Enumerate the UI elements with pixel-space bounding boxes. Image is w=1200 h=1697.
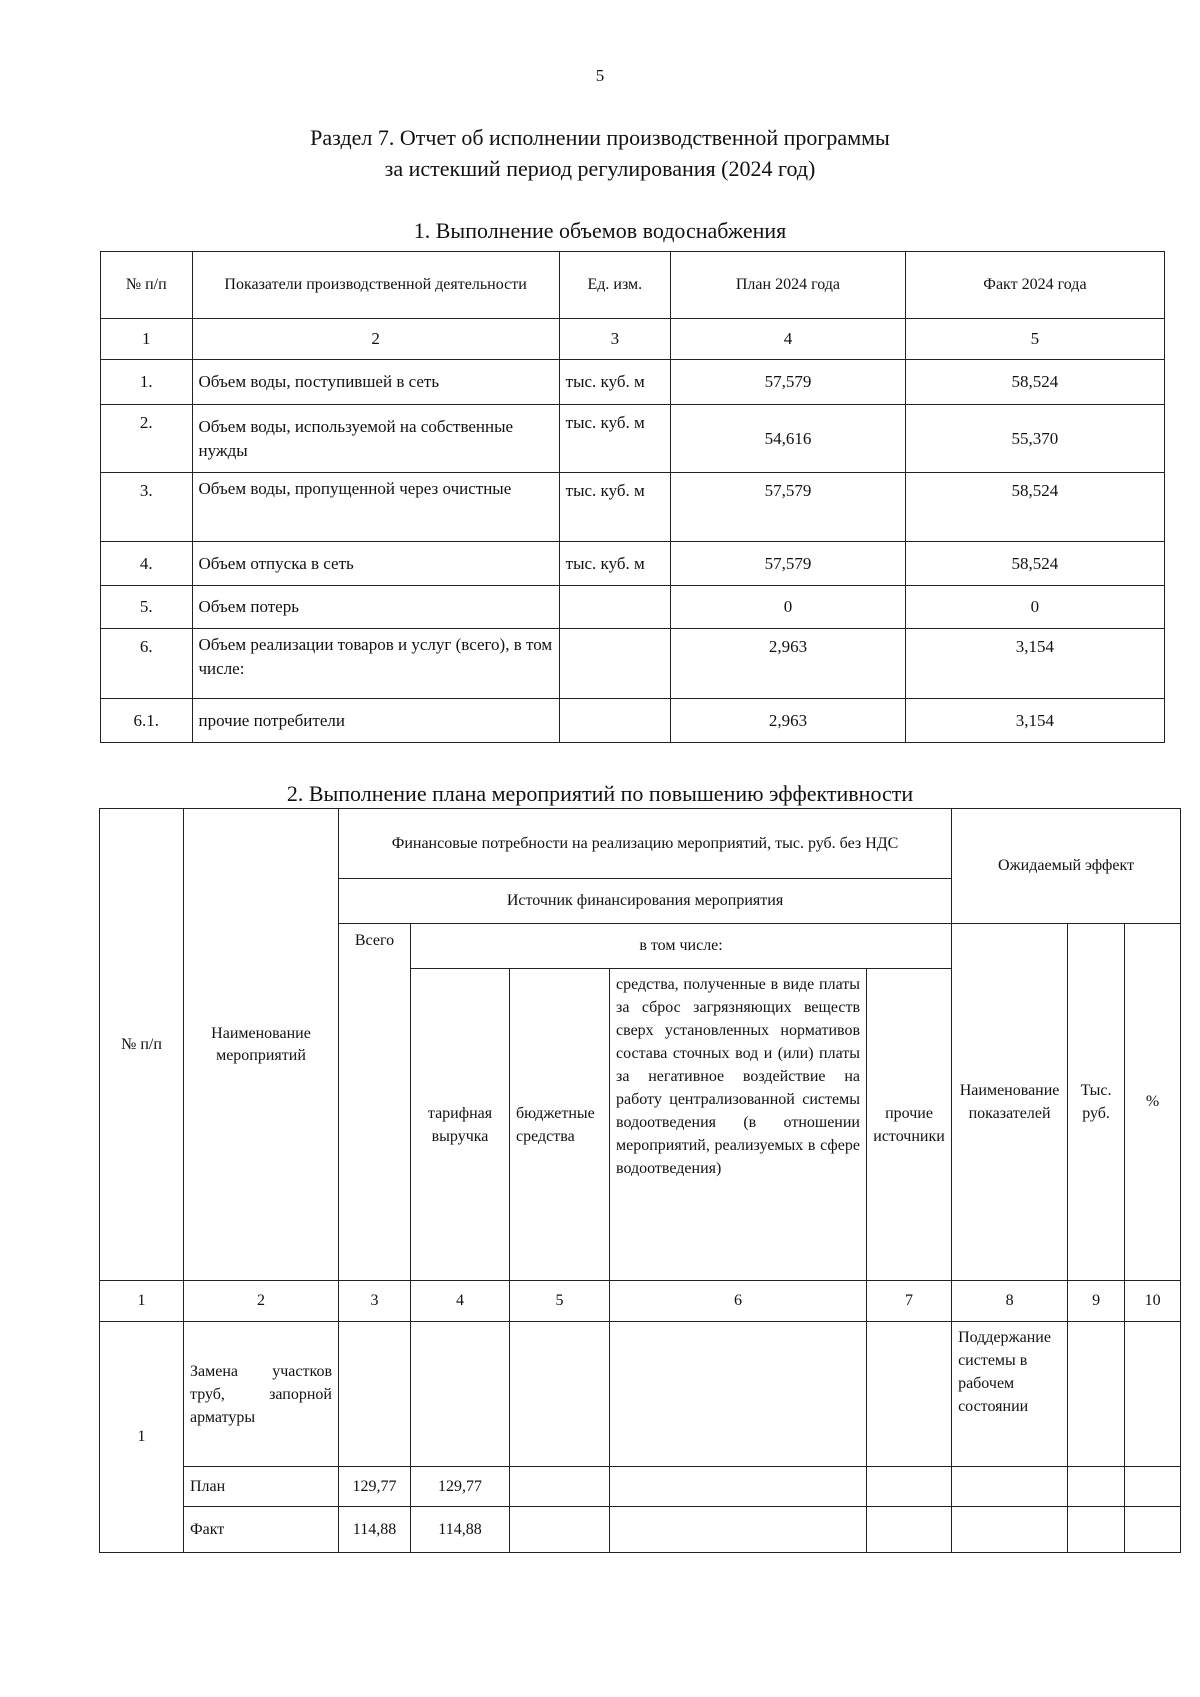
col-number: 2	[192, 319, 559, 360]
table-row	[101, 699, 1165, 743]
col-number: 10	[1125, 1281, 1181, 1322]
fact-label: Факт	[184, 1507, 339, 1553]
row-plan: 2,963	[671, 629, 906, 699]
table-row	[101, 473, 1165, 542]
table-row	[101, 629, 1165, 699]
header-percent: %	[1125, 924, 1181, 1281]
header-thousand-rub: Тыс. руб.	[1068, 924, 1125, 1281]
section-title-line2: за истекший период регулирования (2024 год)	[384, 156, 816, 181]
header-indicator-name: Наименование показателей	[952, 924, 1068, 1281]
fact-total: 114,88	[339, 1507, 411, 1553]
header-including: в том числе:	[411, 924, 952, 969]
col-number: 8	[952, 1281, 1068, 1322]
header-plan: План 2024 года	[671, 252, 906, 319]
row-num: 1.	[101, 360, 193, 405]
col-number: 1	[100, 1281, 184, 1322]
water-supply-table	[100, 251, 1165, 743]
page-number: 5	[595, 66, 605, 85]
row-plan: 57,579	[671, 473, 906, 542]
table1-title: 1. Выполнение объемов водоснабжения	[413, 218, 787, 243]
row-fact: 58,524	[905, 360, 1164, 405]
row-name: Объем воды, используемой на собственные нужды	[192, 405, 559, 473]
row-unit: тыс. куб. м	[559, 360, 670, 405]
expected-effect: Поддержание системы в рабочем состоянии	[952, 1322, 1068, 1467]
measure-num: 1	[100, 1322, 184, 1553]
plan-label: План	[184, 1467, 339, 1507]
col-number: 2	[184, 1281, 339, 1322]
table-row	[101, 586, 1165, 629]
row-plan: 57,579	[671, 360, 906, 405]
header-budget-funds: бюджетные средства	[510, 969, 610, 1281]
row-unit: тыс. куб. м	[559, 405, 670, 473]
row-unit: тыс. куб. м	[559, 473, 670, 542]
plan-tariff: 129,77	[411, 1467, 510, 1507]
row-name: прочие потребители	[192, 699, 559, 743]
row-fact: 3,154	[905, 629, 1164, 699]
row-unit	[559, 586, 670, 629]
table2-number-row	[100, 1281, 1181, 1322]
row-fact: 0	[905, 586, 1164, 629]
header-funding-source: Источник финансирования мероприятия	[339, 879, 952, 924]
header-unit: Ед. изм.	[559, 252, 670, 319]
col-number: 9	[1068, 1281, 1125, 1322]
table-row	[100, 1467, 1181, 1507]
col-number: 7	[867, 1281, 952, 1322]
row-unit: тыс. куб. м	[559, 542, 670, 586]
row-name: Объем реализации товаров и услуг (всего), в том числе:	[192, 629, 559, 699]
row-plan: 54,616	[671, 405, 906, 473]
row-num: 3.	[101, 473, 193, 542]
row-fact: 3,154	[905, 699, 1164, 743]
measure-name: Замена участков труб, запорной арматуры	[184, 1322, 339, 1467]
row-fact: 55,370	[905, 405, 1164, 473]
header-total: Всего	[339, 924, 411, 1281]
row-num: 5.	[101, 586, 193, 629]
row-name: Объем воды, пропущенной через очистные	[192, 473, 559, 542]
row-num: 4.	[101, 542, 193, 586]
table-row	[101, 360, 1165, 405]
col-number: 1	[101, 319, 193, 360]
table-row	[100, 1507, 1181, 1553]
plan-total: 129,77	[339, 1467, 411, 1507]
table1-number-row	[101, 319, 1165, 360]
col-number: 3	[559, 319, 670, 360]
row-fact: 58,524	[905, 473, 1164, 542]
col-number: 5	[905, 319, 1164, 360]
col-number: 4	[671, 319, 906, 360]
row-plan: 2,963	[671, 699, 906, 743]
header-pollution-fees: средства, полученные в виде платы за сброс загрязняющих веществ сверх установленных нормативов состава сточных вод и (или) платы за негативное воздействие на работу централизованной системы водоотведения (в отношении мероприятий, реализуемых в сфере водоотведения)	[610, 969, 867, 1281]
row-name: Объем воды, поступившей в сеть	[192, 360, 559, 405]
fact-tariff: 114,88	[411, 1507, 510, 1553]
table-row	[101, 405, 1165, 473]
header-measure-name: Наименование мероприятий	[184, 809, 339, 1281]
header-expected-effect: Ожидаемый эффект	[952, 809, 1181, 924]
header-indicator: Показатели производственной деятельности	[192, 252, 559, 319]
header-fact: Факт 2024 года	[905, 252, 1164, 319]
header-num: № п/п	[101, 252, 193, 319]
row-num: 2.	[101, 405, 193, 473]
section-title	[0, 122, 1200, 184]
col-number: 3	[339, 1281, 411, 1322]
row-num: 6.1.	[101, 699, 193, 743]
row-unit	[559, 629, 670, 699]
row-name: Объем отпуска в сеть	[192, 542, 559, 586]
row-unit	[559, 699, 670, 743]
col-number: 4	[411, 1281, 510, 1322]
row-plan: 0	[671, 586, 906, 629]
header-financial-needs: Финансовые потребности на реализацию мероприятий, тыс. руб. без НДС	[339, 809, 952, 879]
header-tariff-revenue: тарифная выручка	[411, 969, 510, 1281]
table2-title: 2. Выполнение плана мероприятий по повышению эффективности	[286, 781, 914, 806]
header-other-sources: прочие источники	[867, 969, 952, 1281]
row-plan: 57,579	[671, 542, 906, 586]
row-num: 6.	[101, 629, 193, 699]
section-title-line1: Раздел 7. Отчет об исполнении производственной программы	[310, 125, 890, 150]
header-num: № п/п	[100, 809, 184, 1281]
col-number: 6	[610, 1281, 867, 1322]
table1-header-row	[101, 252, 1165, 319]
row-name: Объем потерь	[192, 586, 559, 629]
table2-header-row-1	[100, 809, 1181, 879]
efficiency-plan-table	[99, 808, 1181, 1553]
row-fact: 58,524	[905, 542, 1164, 586]
col-number: 5	[510, 1281, 610, 1322]
table-row	[101, 542, 1165, 586]
table-row	[100, 1322, 1181, 1467]
